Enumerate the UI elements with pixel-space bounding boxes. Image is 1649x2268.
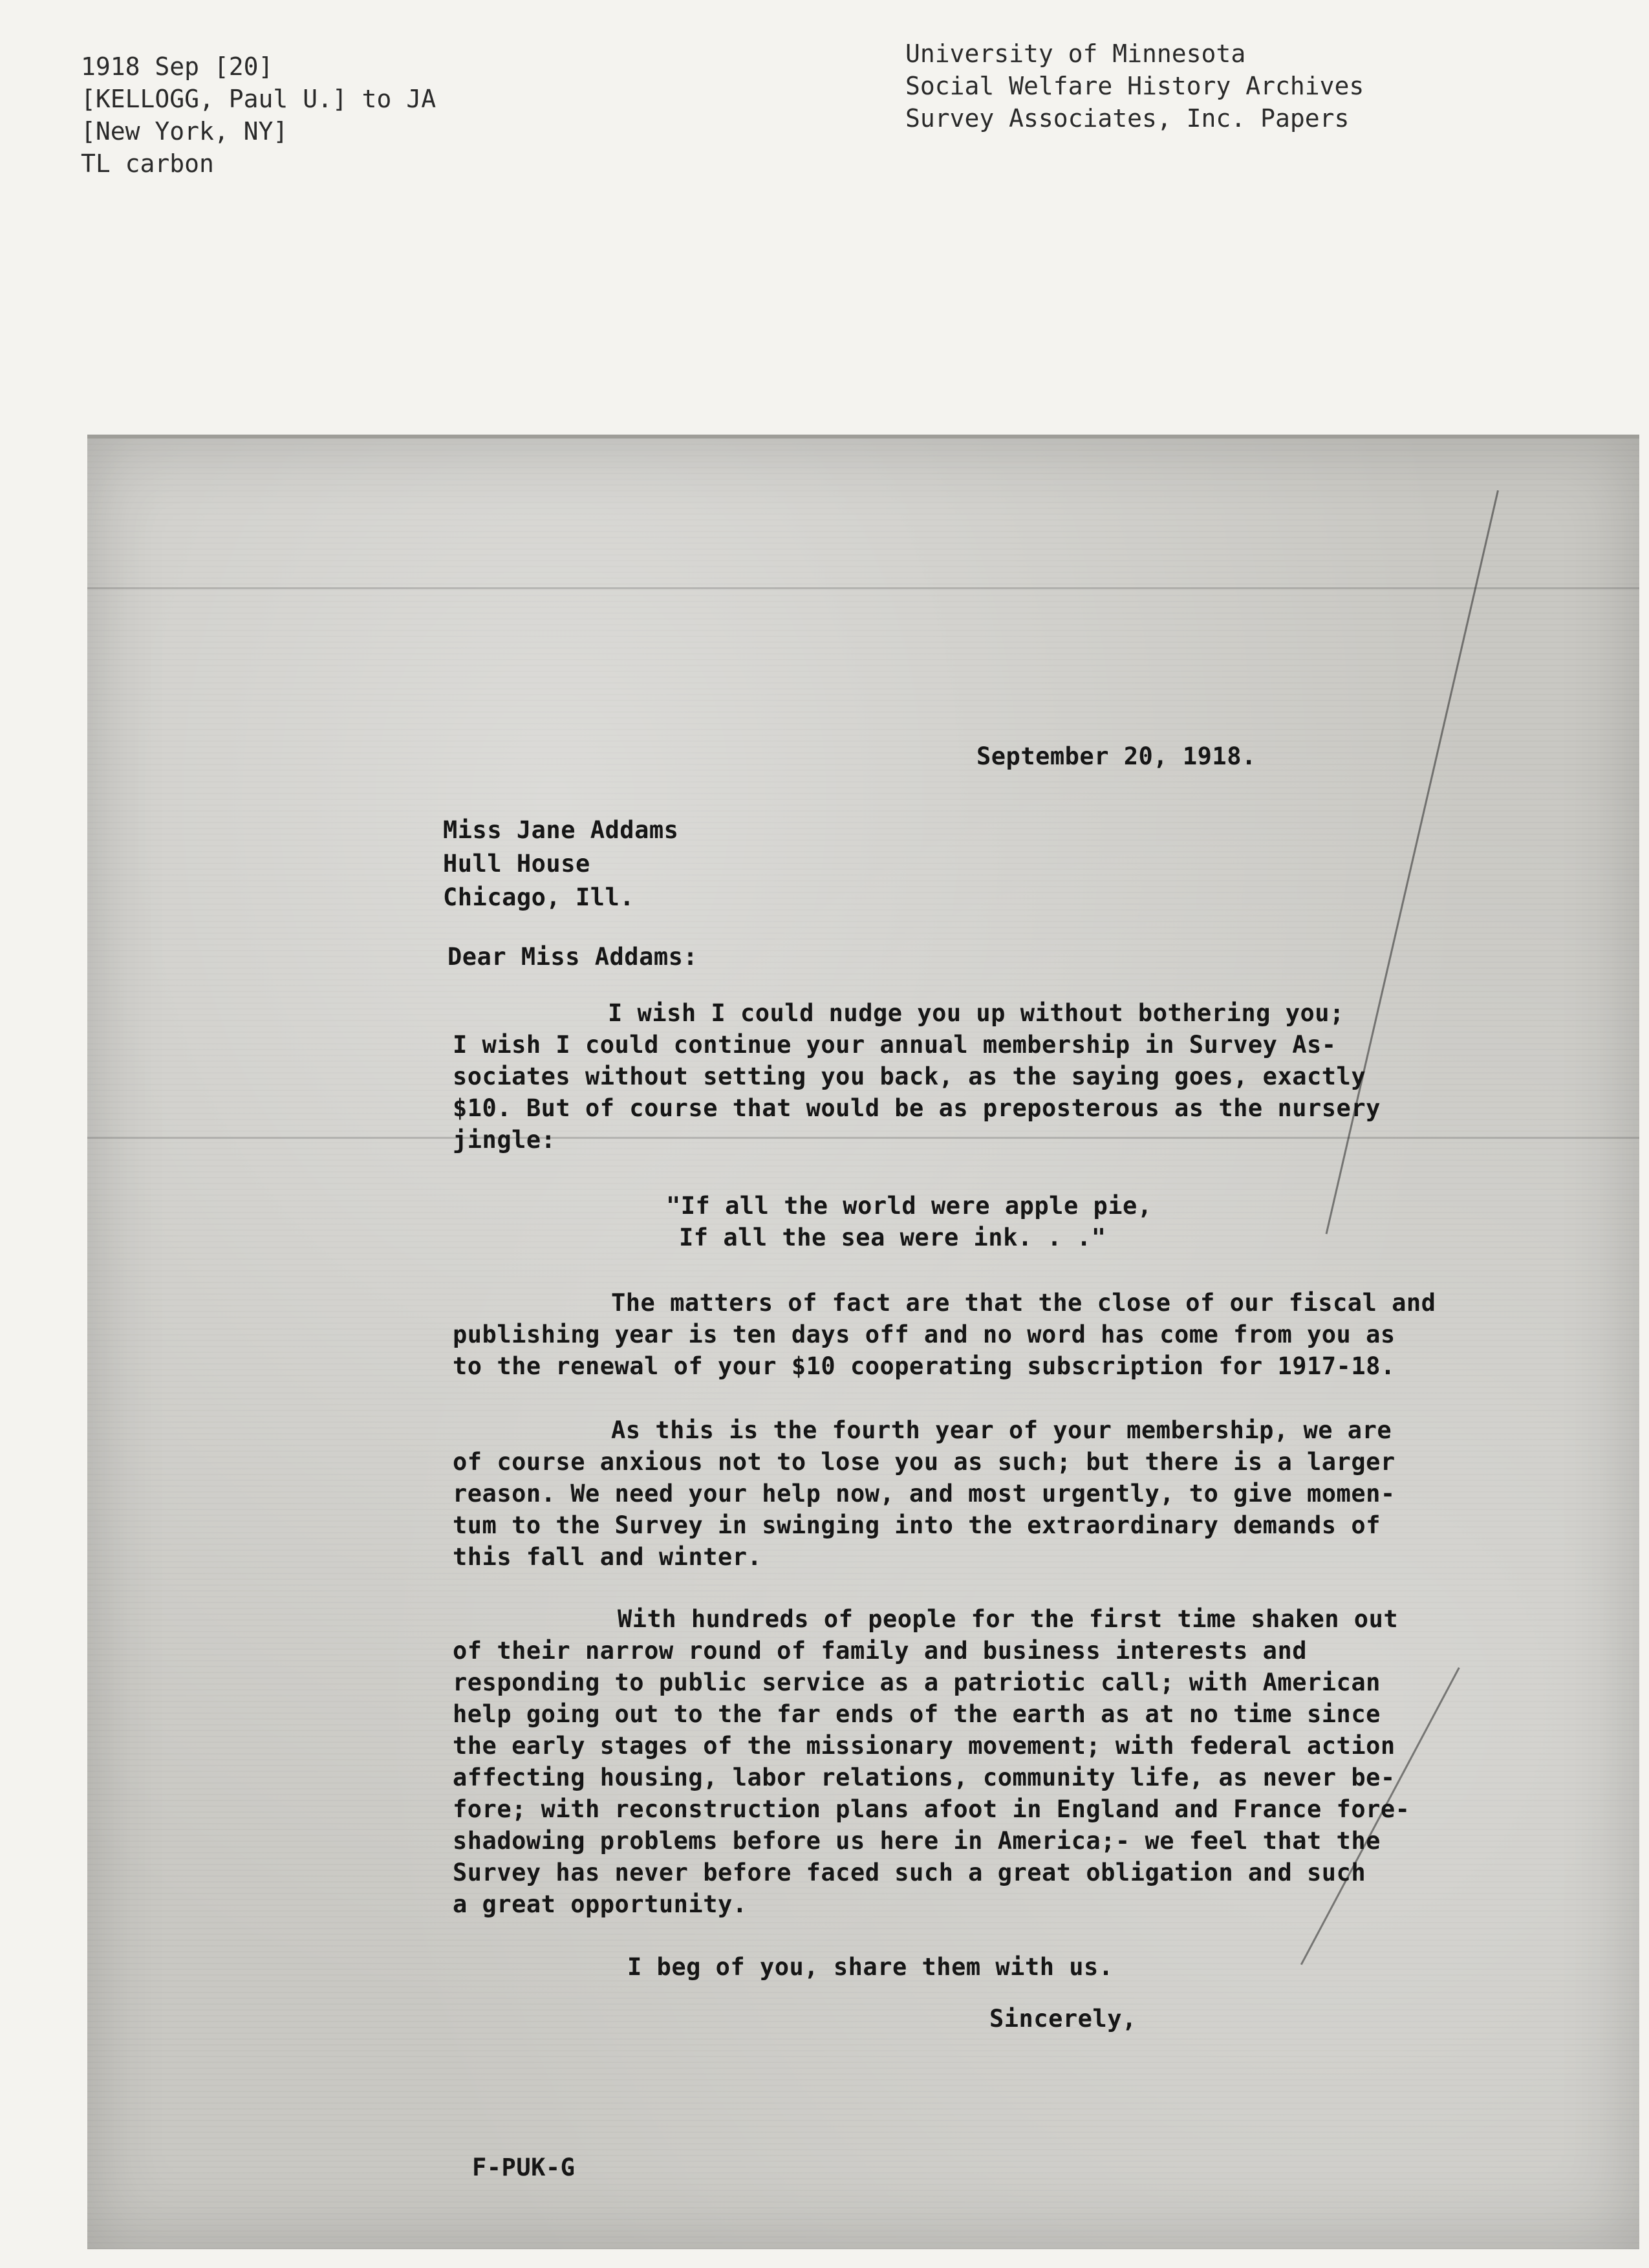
fold-line: [87, 1137, 1639, 1139]
paragraph-line: of their narrow round of family and business interests and: [453, 1637, 1308, 1665]
verse-line: "If all the world were apple pie,: [666, 1192, 1152, 1220]
paragraph-line: Survey has never before faced such a great obligation and such: [453, 1859, 1366, 1886]
addressee-house: Hull House: [443, 850, 590, 878]
paragraph-line: tum to the Survey in swinging into the extraordinary demands of: [453, 1511, 1381, 1539]
paragraph-line: of course anxious not to lose you as such; but there is a larger: [453, 1448, 1396, 1476]
addressee-name: Miss Jane Addams: [443, 816, 679, 844]
citation-format: TL carbon: [81, 149, 214, 178]
source-institution: University of Minnesota: [905, 39, 1246, 68]
paragraph-line: As this is the fourth year of your membership, we are: [611, 1416, 1392, 1444]
paragraph-line: shadowing problems before us here in America;- we feel that the: [453, 1827, 1381, 1855]
paragraph-line: this fall and winter.: [453, 1543, 762, 1571]
citation-place: [New York, NY]: [81, 117, 288, 146]
paragraph-line: the early stages of the missionary movement; with federal action: [453, 1732, 1396, 1760]
paragraph-line: publishing year is ten days off and no word has come from you as: [453, 1321, 1396, 1348]
paragraph-line: The matters of fact are that the close of our fiscal and: [611, 1289, 1436, 1317]
complimentary-close: Sincerely,: [989, 2005, 1137, 2033]
paragraph-line: to the renewal of your $10 cooperating subscription for 1917-18.: [453, 1352, 1396, 1380]
verse-line: If all the sea were ink. . .": [679, 1224, 1106, 1251]
fold-line: [87, 587, 1639, 589]
closing-plea: I beg of you, share them with us.: [627, 1953, 1114, 1981]
paragraph-line: sociates without setting you back, as the saying goes, exactly: [453, 1063, 1366, 1090]
paragraph-line: I wish I could nudge you up without bothering you;: [608, 999, 1344, 1027]
paragraph-line: With hundreds of people for the first time shaken out: [618, 1605, 1399, 1633]
archival-source: [905, 38, 1364, 135]
source-collection: Survey Associates, Inc. Papers: [905, 104, 1350, 133]
paragraph-line: a great opportunity.: [453, 1890, 748, 1918]
paragraph-line: reason. We need your help now, and most urgently, to give momen-: [453, 1480, 1396, 1507]
citation-correspondents: [KELLOGG, Paul U.] to JA: [81, 85, 436, 113]
reference-initials: F-PUK-G: [472, 2154, 576, 2181]
paragraph-line: responding to public service as a patriotic call; with American: [453, 1669, 1381, 1696]
addressee-city: Chicago, Ill.: [443, 883, 635, 911]
margin-mark: [1326, 490, 1499, 1234]
paragraph-line: jingle:: [453, 1126, 556, 1154]
paragraph-line: help going out to the far ends of the earth as at no time since: [453, 1700, 1381, 1728]
salutation: Dear Miss Addams:: [447, 943, 698, 971]
paragraph-line: I wish I could continue your annual membership in Survey As-: [453, 1031, 1337, 1059]
paragraph-line: fore; with reconstruction plans afoot in England and France fore-: [453, 1795, 1410, 1823]
source-archive: Social Welfare History Archives: [905, 72, 1364, 100]
citation-date: 1918 Sep [20]: [81, 52, 274, 81]
letter-date: September 20, 1918.: [976, 742, 1256, 770]
archival-citation: [81, 50, 436, 180]
paragraph-line: $10. But of course that would be as preposterous as the nursery: [453, 1094, 1381, 1122]
paragraph-line: affecting housing, labor relations, community life, as never be-: [453, 1764, 1396, 1791]
